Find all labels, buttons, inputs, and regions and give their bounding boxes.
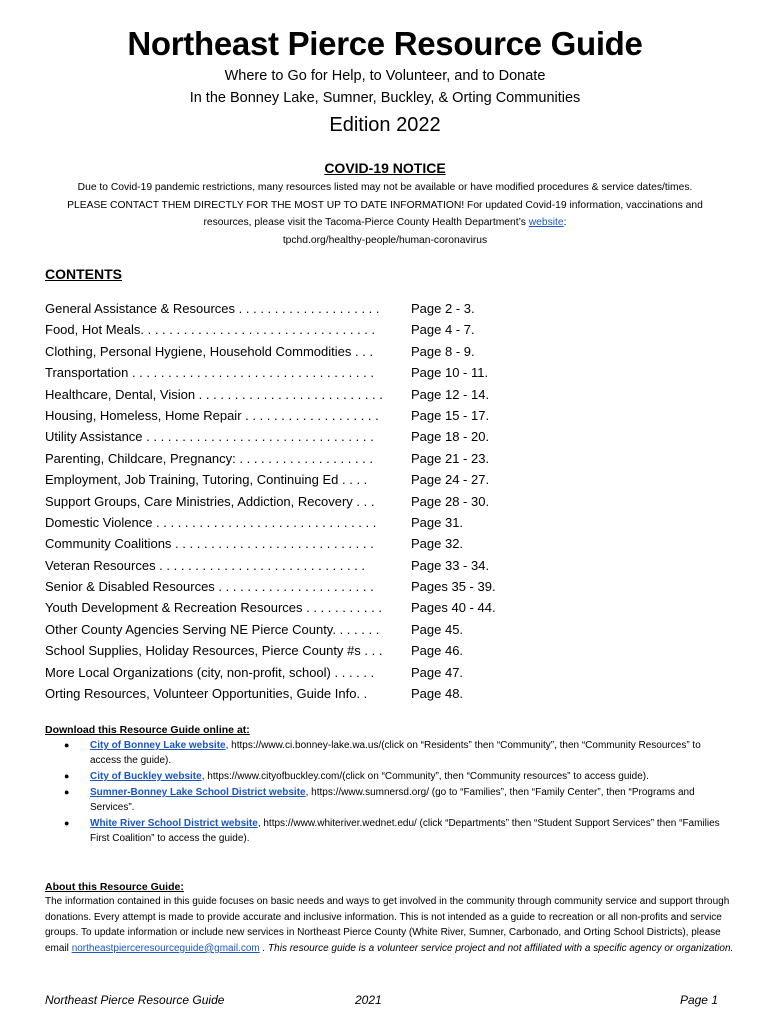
toc-title: More Local Organizations (city, non-profit, school) . . . . . . bbox=[45, 664, 375, 680]
toc-title: Healthcare, Dental, Vision . . . . . . . . . . . . . . . . . . . . . . . . . . bbox=[45, 386, 383, 402]
contact-email-link[interactable]: northeastpierceresourceguide@gmail.com bbox=[71, 942, 260, 954]
toc-row bbox=[45, 405, 565, 426]
document-title: Northeast Pierce Resource Guide bbox=[127, 25, 643, 62]
toc-title: Housing, Homeless, Home Repair . . . . . . . . . . . . . . . . . . . bbox=[45, 407, 379, 423]
toc-title: School Supplies, Holiday Resources, Pierce County #s . . . bbox=[45, 643, 383, 659]
bullet-icon: ● bbox=[64, 740, 70, 750]
download-list bbox=[60, 738, 730, 847]
subtitle-line-2: In the Bonney Lake, Sumner, Buckley, & Orting Communities bbox=[189, 90, 581, 106]
toc-row bbox=[45, 683, 565, 704]
toc-page: Page 18 - 20. bbox=[411, 429, 490, 445]
toc-title: Clothing, Personal Hygiene, Household Commodities . . . bbox=[45, 343, 374, 359]
toc-title: Parenting, Childcare, Pregnancy: . . . . . . . . . . . . . . . . . . . bbox=[45, 450, 374, 466]
toc-page: Page 12 - 14. bbox=[411, 386, 490, 402]
bullet-icon: ● bbox=[64, 771, 70, 782]
toc-title: Other County Agencies Serving NE Pierce County. . . . . . . bbox=[45, 621, 380, 637]
toc-title: Utility Assistance . . . . . . . . . . . . . . . . . . . . . . . . . . . . . . . . bbox=[45, 429, 374, 445]
toc-row bbox=[45, 469, 565, 490]
toc-title: Support Groups, Care Ministries, Addiction, Recovery . . . bbox=[45, 493, 375, 509]
toc-title: General Assistance & Resources . . . . . . . . . . . . . . . . . . . . bbox=[45, 301, 380, 316]
footer-title: Northeast Pierce Resource Guide bbox=[45, 993, 225, 1007]
download-item-text: , https://www.cityofbuckley.com/(click on “Community”, then “Community resources” to access guide). bbox=[201, 771, 649, 783]
toc-row bbox=[45, 362, 565, 383]
toc-page: Page 2 - 3. bbox=[411, 301, 475, 316]
contents-heading: CONTENTS bbox=[45, 266, 122, 282]
toc-title: Orting Resources, Volunteer Opportunities, Guide Info. . bbox=[45, 686, 368, 702]
subtitle-line-1: Where to Go for Help, to Volunteer, and to Donate bbox=[224, 68, 546, 84]
toc-page: Page 15 - 17. bbox=[411, 407, 490, 423]
footer-year: 2021 bbox=[355, 993, 382, 1007]
toc-title: Senior & Disabled Resources . . . . . . . . . . . . . . . . . . . . . . bbox=[45, 579, 374, 595]
toc-page: Page 28 - 30. bbox=[411, 493, 490, 509]
covid-notice-text bbox=[60, 179, 710, 249]
toc-row bbox=[45, 640, 565, 661]
covid-notice-part1: Due to Covid-19 pandemic restrictions, many resources listed may not be available or have modified procedures & service dates/times. PLEASE CONTACT THEM DIRECTLY FOR THE MOST UP TO DATE INFORMATION! For updated Covid-19 information, vaccinations and resources, please visit the Tacoma-Pierce County Health Department’s bbox=[67, 182, 703, 228]
toc-title: Food, Hot Meals. . . . . . . . . . . . . . . . . . . . . . . . . . . . . . . . . bbox=[45, 322, 376, 338]
toc-title: Transportation . . . . . . . . . . . . . . . . . . . . . . . . . . . . . . . . . . bbox=[45, 365, 374, 381]
covid-url: tpchd.org/healthy-people/human-coronavirus bbox=[282, 234, 488, 246]
toc-page: Page 47. bbox=[411, 664, 464, 680]
toc-row bbox=[45, 341, 565, 362]
toc-row bbox=[45, 298, 565, 319]
toc-row bbox=[45, 448, 565, 469]
toc-page: Page 48. bbox=[411, 686, 464, 702]
toc-row bbox=[45, 576, 565, 597]
toc-page: Pages 35 - 39. bbox=[411, 579, 496, 595]
toc-row bbox=[45, 491, 565, 512]
toc-title: Employment, Job Training, Tutoring, Continuing Ed . . . . bbox=[45, 472, 368, 488]
toc-row bbox=[45, 619, 565, 640]
toc-page: Page 46. bbox=[411, 643, 464, 659]
toc-page: Page 45. bbox=[411, 621, 464, 637]
white-river-sd-website-link[interactable]: White River School District website bbox=[90, 817, 258, 829]
toc-page: Page 4 - 7. bbox=[411, 322, 475, 338]
download-heading: Download this Resource Guide online at: bbox=[45, 724, 250, 736]
covid-notice-heading: COVID-19 NOTICE bbox=[324, 160, 446, 176]
download-item-text: , https://www.sumnersd.org/ (go to “Families”, then “Family Center”, then “Programs and Services”. bbox=[90, 786, 695, 814]
download-item-text: , https://www.ci.bonney-lake.wa.us/(click on “Residents” then “Community”, then “Community Resources” to access the guide). bbox=[90, 740, 701, 767]
bullet-icon: ● bbox=[64, 786, 70, 797]
toc-row bbox=[45, 662, 565, 683]
about-disclaimer: . This resource guide is a volunteer service project and not affiliated with a specific agency or organization. bbox=[259, 942, 734, 954]
toc-row bbox=[45, 512, 565, 533]
toc-page: Page 33 - 34. bbox=[411, 557, 490, 573]
toc-page: Pages 40 - 44. bbox=[411, 600, 496, 616]
toc-row bbox=[45, 384, 565, 405]
toc-row bbox=[45, 426, 565, 447]
footer-page-number: Page 1 bbox=[679, 993, 718, 1007]
covid-notice-part2: : bbox=[563, 217, 567, 228]
list-item bbox=[60, 738, 730, 769]
toc-page: Page 21 - 23. bbox=[411, 450, 490, 466]
edition-label: Edition 2022 bbox=[329, 114, 441, 136]
about-paragraph: The information contained in this guide focuses on basic needs and ways to get involved in the community through community service and support through donations. Every attempt is made to provide accurate and inclusive information. This is not intended as a guide to recreation or all non-profits and service groups. To update information or include new services in Northeast Pierce County (White River, Sumner, Carbonado, and Orting School Districts), please email bbox=[45, 896, 730, 954]
toc-title: Domestic Violence . . . . . . . . . . . . . . . . . . . . . . . . . . . . . . . bbox=[45, 514, 377, 530]
toc-page: Page 32. bbox=[411, 536, 464, 552]
list-item bbox=[60, 769, 730, 784]
buckley-website-link[interactable]: City of Buckley website bbox=[90, 771, 202, 783]
toc-page: Page 24 - 27. bbox=[411, 472, 490, 488]
toc-row bbox=[45, 319, 565, 340]
toc-page: Page 10 - 11. bbox=[411, 365, 489, 381]
download-item-text: , https://www.whiteriver.wednet.edu/ (click “Departments” then “Student Support Services” then “Families First Coalition” to access the guide). bbox=[90, 817, 720, 845]
about-text bbox=[45, 894, 735, 956]
toc-row bbox=[45, 555, 565, 576]
list-item bbox=[60, 816, 730, 847]
health-department-website-link[interactable]: website bbox=[528, 217, 564, 228]
sumner-bonney-lake-sd-website-link[interactable]: Sumner-Bonney Lake School District website bbox=[90, 786, 306, 798]
list-item bbox=[60, 785, 730, 816]
toc-row bbox=[45, 597, 565, 618]
bonney-lake-website-link[interactable]: City of Bonney Lake website bbox=[90, 740, 226, 751]
about-heading: About this Resource Guide: bbox=[45, 881, 184, 893]
toc-page: Page 31. bbox=[411, 514, 464, 530]
toc-title: Veteran Resources . . . . . . . . . . . . . . . . . . . . . . . . . . . . . bbox=[45, 557, 366, 573]
toc-title: Youth Development & Recreation Resources . . . . . . . . . . . bbox=[45, 600, 382, 616]
bullet-icon: ● bbox=[64, 817, 70, 828]
toc-title: Community Coalitions . . . . . . . . . . . . . . . . . . . . . . . . . . . . bbox=[45, 536, 374, 552]
toc-row bbox=[45, 533, 565, 554]
toc-page: Page 8 - 9. bbox=[411, 343, 475, 359]
table-of-contents bbox=[45, 298, 565, 704]
